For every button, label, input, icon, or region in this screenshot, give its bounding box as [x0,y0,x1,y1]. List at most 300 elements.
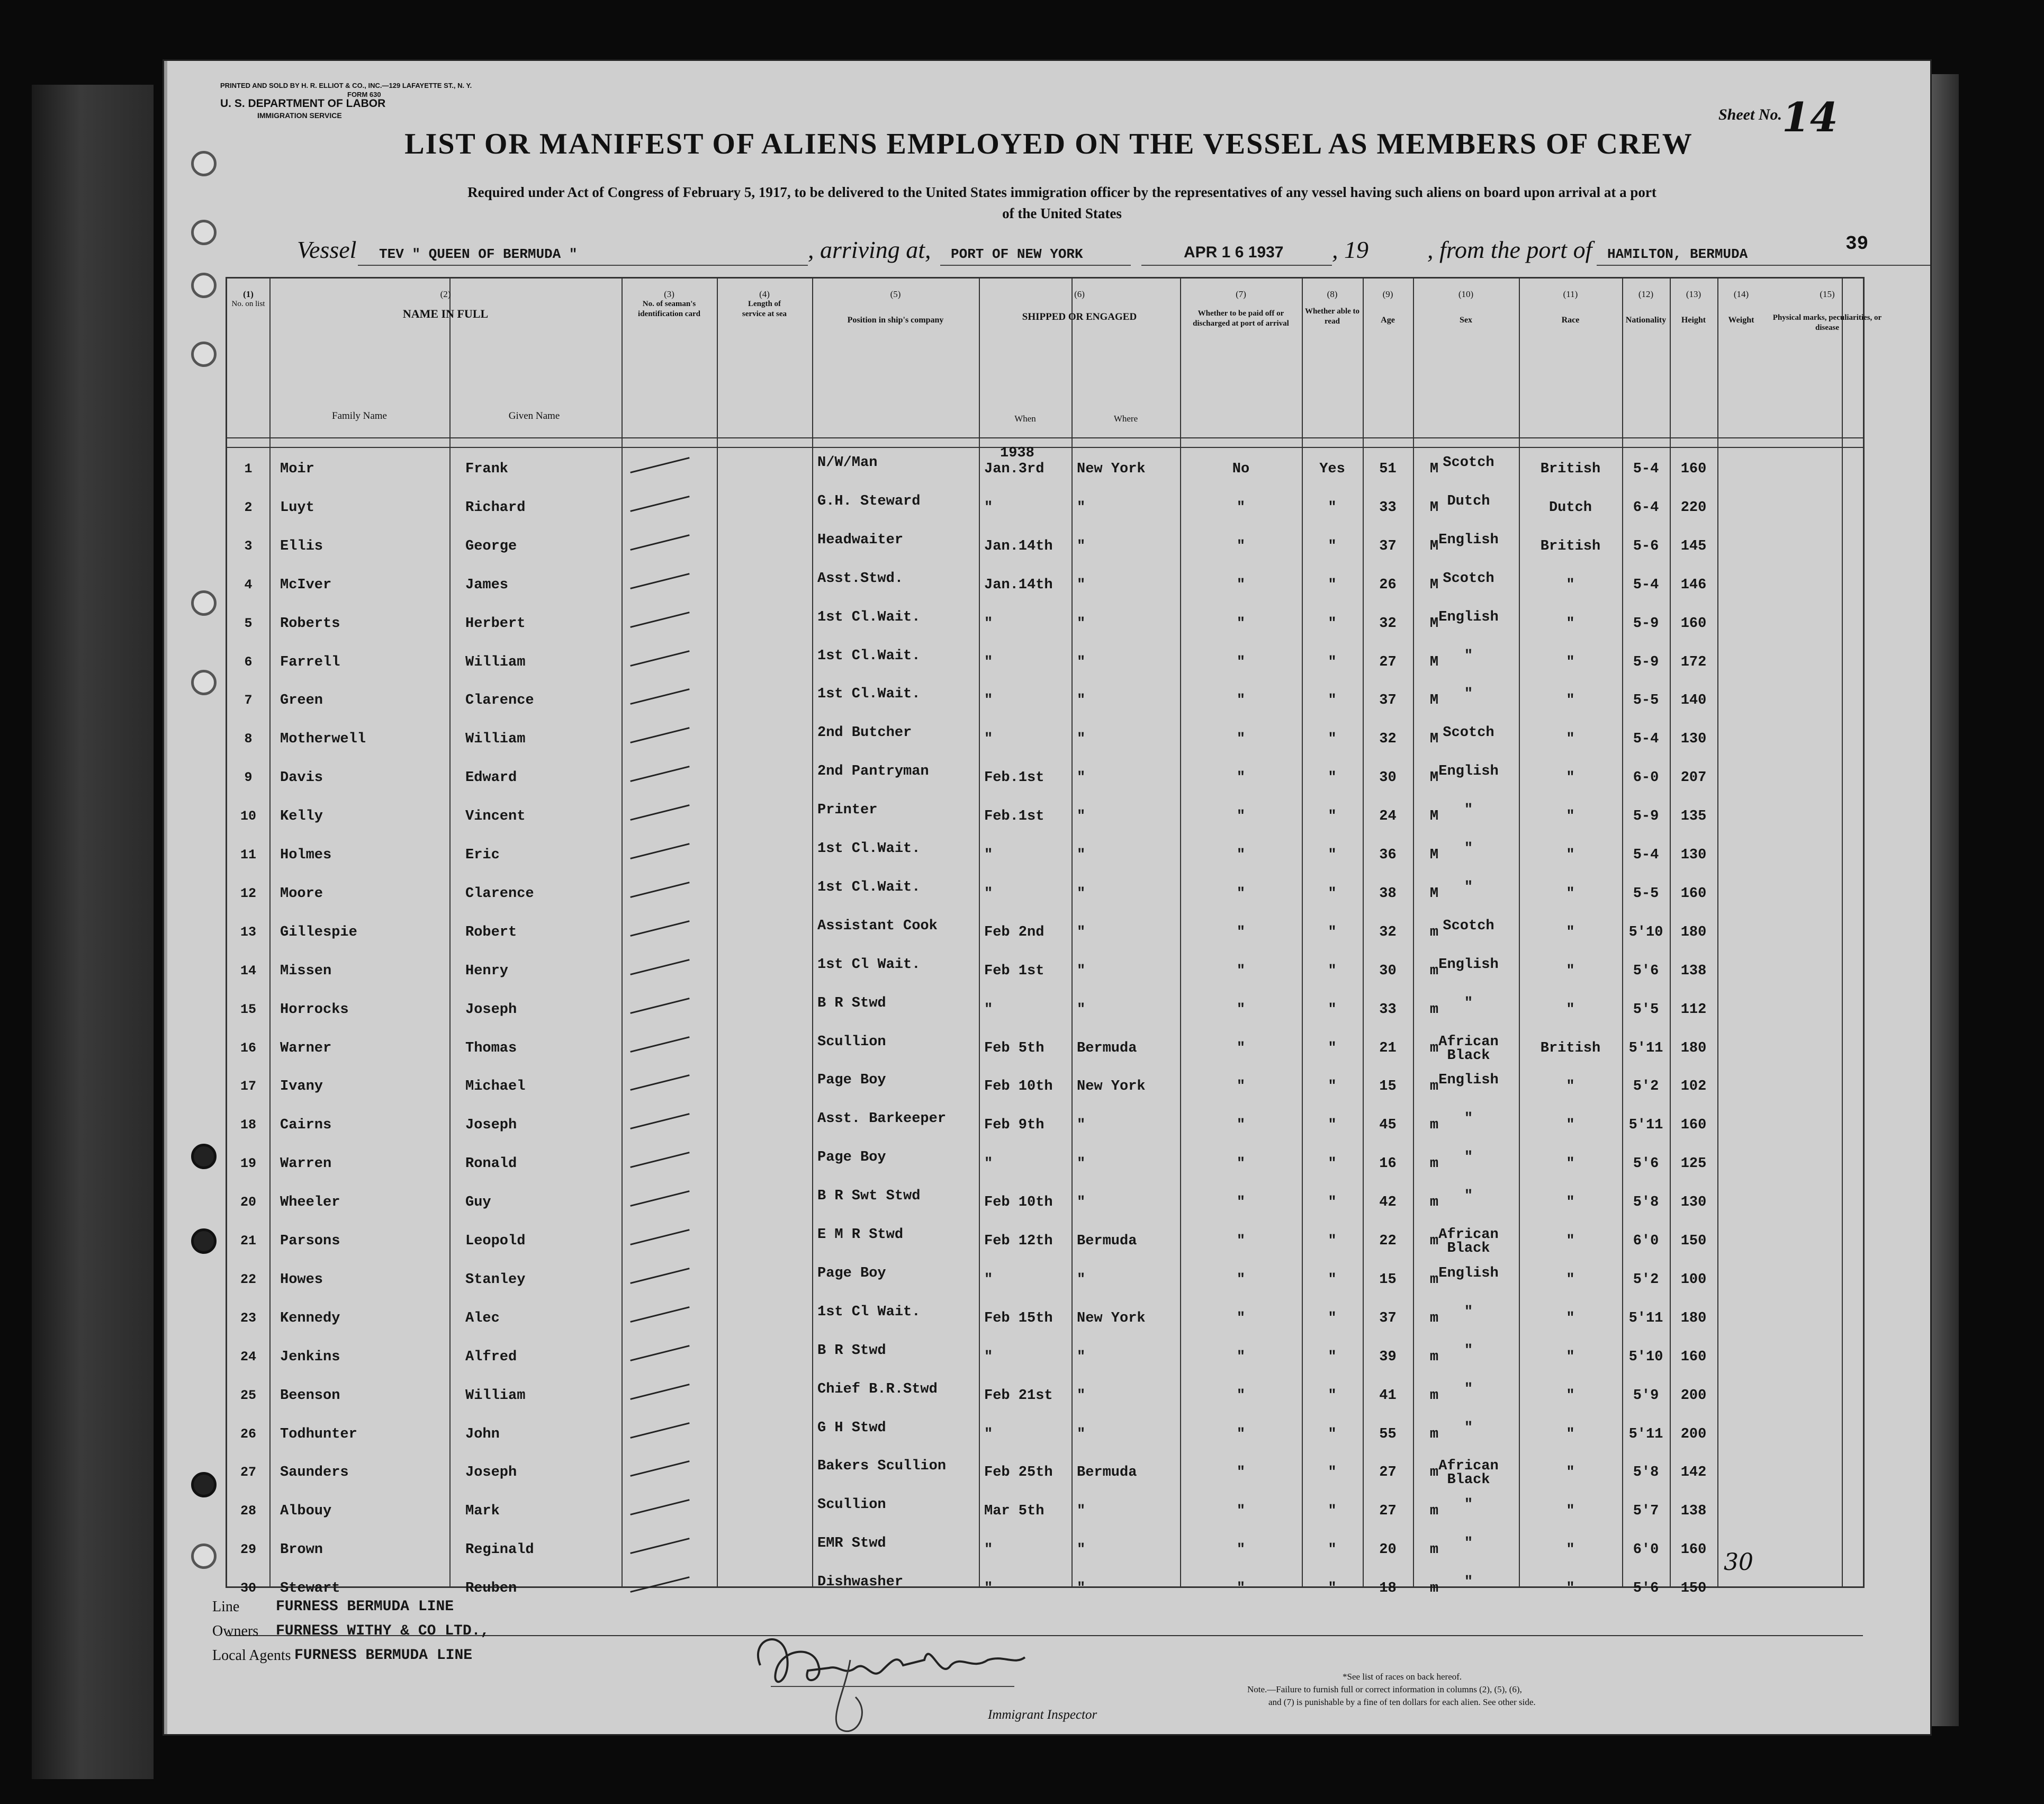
cell-no: 21 [240,1233,256,1249]
subtitle-line: of the United States [1002,205,1122,221]
cell-nat: " [1566,963,1575,979]
cell-sex: m [1429,1426,1439,1442]
cell-nat: " [1566,1156,1575,1172]
cell-position: Page Boy [817,1150,886,1166]
id-card-check-mark [630,457,689,473]
cell-height: 5-4 [1633,577,1659,593]
cell-age: 30 [1379,770,1397,786]
cell-position: 1st Cl.Wait. [817,648,921,664]
cell-height: 5-6 [1633,538,1659,554]
cell-given: Clarence [465,885,534,902]
cell-where: " [1077,1542,1086,1558]
cell-read: " [1328,809,1337,825]
binder-hole [191,590,217,616]
owners-label: Owners [212,1623,259,1639]
cell-paid: " [1236,1465,1246,1481]
cell-weight: 125 [1680,1156,1707,1172]
binder-hole [191,1472,217,1497]
cell-sex: m [1429,1503,1439,1520]
cell-read: " [1328,1001,1337,1018]
cell-where: " [1077,847,1086,863]
cell-where: Bermuda [1077,1465,1137,1481]
cell-given: Joseph [465,1001,517,1018]
id-card-check-mark [630,612,689,628]
cell-no: 25 [240,1387,256,1403]
cell-no: 29 [240,1542,256,1558]
col-5-header: (5) Position in ship's company [847,289,944,325]
cell-read: " [1328,1349,1337,1365]
arriving-port: PORT OF NEW YORK [951,246,1083,262]
cell-when: Feb 10th [984,1079,1053,1095]
cell-where: " [1077,1503,1086,1520]
cell-height: 5'6 [1633,1581,1659,1597]
cell-height: 6-4 [1633,499,1659,516]
cell-race: " [1464,1420,1473,1436]
inspector-label: Immigrant Inspector [988,1708,1097,1722]
arrival-date: APR 1 6 1937 [1184,244,1284,261]
cell-age: 39 [1379,1349,1397,1365]
department: U. S. DEPARTMENT OF LABOR [220,97,386,110]
cell-sex: m [1429,1117,1439,1134]
line-value: FURNESS BERMUDA LINE [276,1599,454,1615]
cell-paid: " [1236,538,1246,554]
cell-when: " [984,693,993,709]
cell-height: 5-4 [1633,461,1659,477]
cell-sex: M [1429,577,1439,593]
service: IMMIGRATION SERVICE [257,111,342,120]
binder-hole [191,1543,217,1569]
cell-position: 1st Cl Wait. [817,1304,921,1320]
cell-weight: 180 [1680,1310,1707,1326]
cell-given: Michael [465,1079,526,1095]
cell-paid: " [1236,1195,1246,1211]
cell-given: Reuben [465,1581,517,1597]
cell-age: 41 [1379,1387,1397,1404]
id-card-check-mark [630,882,689,898]
cell-weight: 180 [1680,1040,1707,1056]
cell-sex: M [1429,885,1439,902]
id-card-check-mark [630,1576,689,1593]
cell-sex: m [1429,1001,1439,1018]
cell-age: 45 [1379,1117,1397,1134]
cell-read: " [1328,1426,1337,1442]
cell-age: 27 [1379,654,1397,670]
cell-position: Headwaiter [817,532,904,548]
cell-race: " [1464,1150,1473,1166]
cell-height: 6'0 [1633,1233,1659,1249]
cell-sex: m [1429,1079,1439,1095]
cell-race: " [1464,1188,1473,1205]
cell-read: " [1328,1156,1337,1172]
cell-no: 27 [240,1465,256,1480]
cell-age: 16 [1379,1156,1397,1172]
cell-age: 37 [1379,538,1397,554]
cell-race: English [1438,1265,1499,1281]
cell-weight: 130 [1680,1195,1707,1211]
cell-sex: M [1429,654,1439,670]
cell-when: Feb.1st [984,809,1044,825]
cell-position: B R Swt Stwd [817,1188,921,1205]
cell-sex: M [1429,615,1439,632]
cell-family: Albouy [280,1503,332,1520]
cell-race: " [1464,1342,1473,1359]
id-card-check-mark [630,766,689,782]
cell-family: Ellis [280,538,323,554]
cell-where: " [1077,1387,1086,1404]
cell-where: " [1077,731,1086,748]
cell-given: William [465,731,526,748]
cell-paid: " [1236,654,1246,670]
cell-paid: " [1236,885,1246,902]
cell-paid: " [1236,1426,1246,1442]
cell-nat: " [1566,1349,1575,1365]
cell-sex: M [1429,538,1439,554]
cell-position: Printer [817,802,878,819]
cell-where: " [1077,1426,1086,1442]
cell-paid: " [1236,924,1246,940]
cell-weight: 160 [1680,461,1707,477]
cell-nat: Dutch [1548,499,1592,516]
manifest-table [226,277,1882,1597]
cell-age: 33 [1379,499,1397,516]
cell-nat: " [1566,693,1575,709]
cell-position: E M R Stwd [817,1227,904,1243]
cell-age: 37 [1379,693,1397,709]
cell-when: Feb.1st [984,770,1044,786]
cell-race: English [1438,1072,1499,1089]
cell-no: 14 [240,963,256,979]
vessel-name: TEV " QUEEN OF BERMUDA " [379,246,578,262]
cell-read: " [1328,1503,1337,1520]
cell-weight: 160 [1680,1117,1707,1134]
id-card-check-mark [630,1036,689,1053]
cell-height: 5'9 [1633,1387,1659,1404]
cell-nat: " [1566,615,1575,632]
cell-paid: " [1236,1079,1246,1095]
cell-race: " [1464,879,1473,895]
id-card-check-mark [630,998,689,1014]
cell-family: Warren [280,1156,332,1172]
cell-age: 36 [1379,847,1397,863]
cell-where: New York [1077,1310,1146,1326]
cell-given: William [465,654,526,670]
cell-weight: 200 [1680,1387,1707,1404]
cell-where: " [1077,538,1086,554]
cell-height: 5'10 [1628,924,1663,940]
date-underline [1141,265,1332,266]
cell-height: 5'10 [1628,1349,1663,1365]
cell-read: " [1328,577,1337,593]
cell-nat: " [1566,1233,1575,1249]
cell-family: Parsons [280,1233,340,1249]
cell-age: 15 [1379,1271,1397,1288]
vessel-label: Vessel [297,236,357,263]
cell-given: Frank [465,461,509,477]
cell-paid: " [1236,1542,1246,1558]
where-header: Where [1113,414,1138,424]
cell-paid: " [1236,693,1246,709]
cell-height: 5'2 [1633,1079,1659,1095]
cell-age: 38 [1379,885,1397,902]
page-number: 39 [1845,233,1869,255]
cell-read: " [1328,1581,1337,1597]
cell-no: 6 [244,654,253,670]
cell-nat: " [1566,1271,1575,1288]
cell-given: Joseph [465,1465,517,1481]
cell-position: Page Boy [817,1072,886,1089]
cell-when: " [984,847,993,863]
cell-nat: " [1566,731,1575,748]
cell-when: Feb 12th [984,1233,1053,1249]
id-card-check-mark [630,1422,689,1439]
cell-sex: m [1429,1349,1439,1365]
cell-race: " [1464,686,1473,703]
document-title: LIST OR MANIFEST OF ALIENS EMPLOYED ON THE VESSEL AS MEMBERS OF CREW [404,128,1693,160]
cell-age: 32 [1379,615,1397,632]
cell-read: " [1328,693,1337,709]
from-underline [1597,265,1930,266]
cell-sex: m [1429,963,1439,979]
cell-read: " [1328,654,1337,670]
cell-height: 5-9 [1633,809,1659,825]
cell-when: " [984,1001,993,1018]
cell-given: Richard [465,499,526,516]
binder-hole [191,1144,217,1169]
cell-paid: " [1236,1117,1246,1134]
cell-nat: " [1566,1426,1575,1442]
cell-age: 24 [1379,809,1397,825]
id-card-check-mark [630,1075,689,1091]
cell-race: " [1464,1381,1473,1397]
cell-when: " [984,615,993,632]
cell-sex: m [1429,1271,1439,1288]
cell-read: " [1328,1387,1337,1404]
cell-where: " [1077,1271,1086,1288]
cell-read: " [1328,1195,1337,1211]
cell-race: English [1438,764,1499,780]
col-13-header: (13) Height [1681,289,1706,325]
cell-sex: m [1429,1542,1439,1558]
cell-weight: 200 [1680,1426,1707,1442]
owners-value: FURNESS WITHY & CO LTD., [276,1623,490,1639]
sheet-label: Sheet No. [1718,106,1782,123]
cell-when: " [984,731,993,748]
id-card-check-mark [630,650,689,667]
cell-height: 5'11 [1628,1117,1663,1134]
cell-paid: " [1236,1233,1246,1249]
cell-position: G.H. Steward [817,493,921,509]
cell-no: 15 [240,1001,256,1017]
cell-where: " [1077,615,1086,632]
scan-background-right [1927,74,1959,1726]
cell-paid: " [1236,809,1246,825]
cell-paid: " [1236,1581,1246,1597]
cell-sex: m [1429,1156,1439,1172]
cell-race: " [1464,1536,1473,1552]
cell-paid: " [1236,1001,1246,1018]
cell-family: Moore [280,885,323,902]
cell-position: 1st Cl.Wait. [817,686,921,703]
cell-height: 5-5 [1633,885,1659,902]
id-card-check-mark [630,920,689,937]
cell-weight: 146 [1680,577,1707,593]
cell-sex: M [1429,461,1439,477]
cell-no: 20 [240,1195,256,1210]
cell-height: 5-9 [1633,615,1659,632]
id-card-check-mark [630,534,689,551]
cell-read: " [1328,770,1337,786]
cell-position: 2nd Pantryman [817,764,929,780]
note-penalty: Note.—Failure to furnish full or correct information in columns (2), (5), (6), [1247,1684,1522,1694]
cell-when: Jan.14th [984,538,1053,554]
cell-family: Missen [280,963,332,979]
cell-weight: 180 [1680,924,1707,940]
cell-height: 6-0 [1633,770,1659,786]
cell-family: Howes [280,1271,323,1288]
cell-weight: 160 [1680,1542,1707,1558]
cell-race: " [1464,1574,1473,1591]
cell-age: 21 [1379,1040,1397,1056]
cell-weight: 130 [1680,847,1707,863]
cell-family: Horrocks [280,1001,349,1018]
cell-when: Feb 25th [984,1465,1053,1481]
cell-race: African Black [1438,1458,1499,1488]
cell-family: Jenkins [280,1349,340,1365]
cell-nat: " [1566,1465,1575,1481]
cell-position: 2nd Butcher [817,725,912,741]
cell-given: Leopold [465,1233,526,1249]
cell-given: Reginald [465,1542,534,1558]
cell-read: " [1328,615,1337,632]
cell-weight: 207 [1680,770,1707,786]
cell-family: Davis [280,770,323,786]
cell-age: 32 [1379,924,1397,940]
cell-nat: " [1566,1503,1575,1520]
cell-family: Todhunter [280,1426,357,1442]
cell-no: 22 [240,1271,256,1287]
cell-given: James [465,577,509,593]
cell-paid: " [1236,1310,1246,1326]
cell-age: 33 [1379,1001,1397,1018]
note-races: *See list of races on back hereof. [1343,1672,1462,1682]
cell-family: Beenson [280,1387,340,1404]
cell-where: " [1077,577,1086,593]
cell-sex: m [1429,1581,1439,1597]
cell-position: Assistant Cook [817,918,938,934]
cell-position: 1st Cl Wait. [817,956,921,973]
cell-no: 26 [240,1426,256,1442]
cell-race: English [1438,609,1499,625]
cell-where: New York [1077,1079,1146,1095]
cell-weight: 102 [1680,1079,1707,1095]
cell-position: Asst.Stwd. [817,570,904,587]
cell-family: Gillespie [280,924,357,940]
cell-where: " [1077,963,1086,979]
cell-given: George [465,538,517,554]
cell-paid: " [1236,731,1246,748]
cell-when: Feb 5th [984,1040,1044,1056]
cell-position: Asst. Barkeeper [817,1111,947,1127]
cell-nat: " [1566,809,1575,825]
cell-sex: m [1429,1233,1439,1249]
cell-race: " [1464,1111,1473,1127]
cell-read: " [1328,885,1337,902]
cell-race: African Black [1438,1227,1499,1256]
cell-height: 5-4 [1633,847,1659,863]
cell-race: Dutch [1447,493,1490,509]
cell-paid: " [1236,499,1246,516]
cell-where: Bermuda [1077,1040,1137,1056]
cell-family: Green [280,693,323,709]
cell-sex: m [1429,1310,1439,1326]
cell-weight: 145 [1680,538,1707,554]
cell-given: Henry [465,963,509,979]
cell-no: 28 [240,1503,256,1519]
cell-where: " [1077,1156,1086,1172]
cell-paid: " [1236,847,1246,863]
col-2-header: (2) NAME IN FULL [402,289,489,320]
cell-age: 27 [1379,1503,1397,1520]
cell-family: Roberts [280,615,340,632]
printer-line: PRINTED AND SOLD BY H. R. ELLIOT & CO., INC.—129 LAFAYETTE ST., N. Y. [220,82,472,89]
cell-race: Scotch [1443,570,1494,587]
id-card-check-mark [630,573,689,589]
cell-age: 15 [1379,1079,1397,1095]
cell-age: 30 [1379,963,1397,979]
cell-nat: " [1566,885,1575,902]
cell-age: 18 [1379,1581,1397,1597]
cell-position: B R Stwd [817,995,886,1011]
cell-weight: 160 [1680,615,1707,632]
cell-where: " [1077,499,1086,516]
cell-position: Page Boy [817,1265,886,1281]
vessel-underline [358,265,808,266]
cell-read: " [1328,499,1337,516]
cell-no: 4 [244,577,253,593]
id-card-check-mark [630,1306,689,1323]
cell-no: 3 [244,538,253,554]
id-card-check-mark [630,1384,689,1400]
cell-sex: m [1429,1195,1439,1211]
col-15-header: (15) Physical marks, peculiarities, or disease [1772,289,1882,332]
id-card-check-mark [630,1268,689,1284]
cell-position: N/W/Man [817,455,878,471]
subtitle-line: Required under Act of Congress of February 5, 1917, to be delivered to the United States immigration officer by the representatives of any vessel having such aliens on board upon arrival at a port [467,184,1656,200]
cell-weight: 150 [1680,1581,1707,1597]
id-card-check-mark [630,804,689,821]
cell-where: " [1077,809,1086,825]
cell-nat: " [1566,1195,1575,1211]
year-note: 1938 [1000,445,1034,461]
cell-nat: " [1566,1581,1575,1597]
form-number: FORM 630 [347,91,381,98]
cell-height: 5-9 [1633,654,1659,670]
cell-no: 17 [240,1079,256,1094]
cell-read: " [1328,1310,1337,1326]
cell-no: 2 [244,499,253,515]
cell-read: " [1328,1465,1337,1481]
col-4-header: (4) Length of service at sea [742,289,787,318]
cell-position: 1st Cl.Wait. [817,609,921,625]
cell-read: " [1328,924,1337,940]
cell-paid: " [1236,615,1246,632]
cell-where: " [1077,693,1086,709]
cell-when: " [984,1581,993,1597]
cell-nat: " [1566,654,1575,670]
cell-height: 5'11 [1628,1310,1663,1326]
col-11-header: (11) Race [1561,289,1580,325]
cell-height: 5'11 [1628,1040,1663,1056]
